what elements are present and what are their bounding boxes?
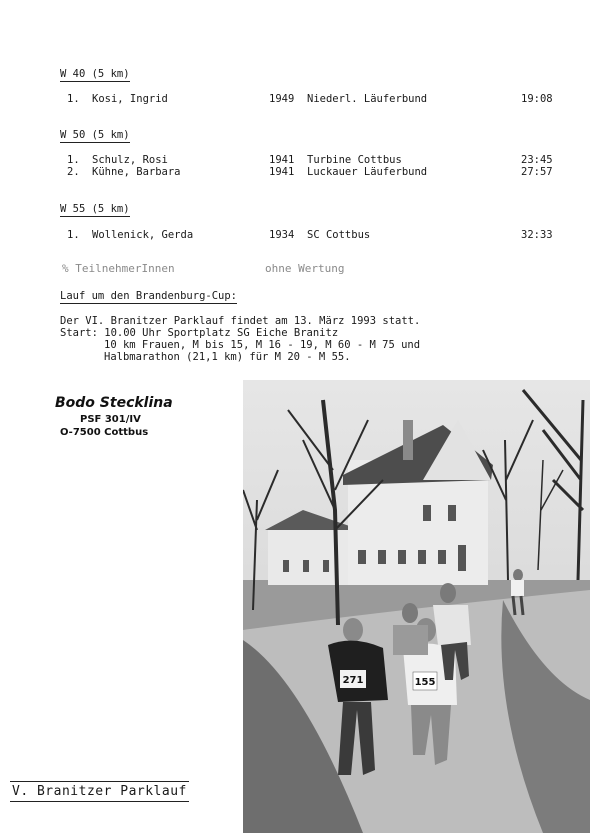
- birth-year: 1934: [269, 229, 295, 241]
- place: 2.: [67, 166, 80, 178]
- club: Turbine Cottbus: [307, 154, 402, 166]
- stamp-city: O-7500 Cottbus: [60, 427, 149, 438]
- athlete-name: Schulz, Rosi: [92, 154, 168, 166]
- no-ranking-note: ohne Wertung: [265, 262, 345, 275]
- group-heading-w40: W 40 (5 km): [60, 68, 130, 80]
- club: SC Cottbus: [307, 229, 371, 241]
- group-heading-w55: W 55 (5 km): [60, 203, 130, 215]
- race-photo: [243, 380, 590, 833]
- place: 1.: [67, 93, 80, 105]
- stamp-name: Bodo Stecklina: [55, 395, 173, 411]
- birth-year: 1949: [269, 93, 295, 105]
- club: Luckauer Läuferbund: [307, 166, 428, 178]
- athlete-name: Wollenick, Gerda: [92, 229, 194, 241]
- start-line: Start: 10.00 Uhr Sportplatz SG Eiche Branitz: [60, 327, 339, 339]
- categories-line: 10 km Frauen, M bis 15, M 16 - 19, M 60 - M 75 und: [104, 339, 421, 351]
- cup-heading: Lauf um den Brandenburg-Cup:: [60, 290, 238, 302]
- photo-caption: V. Branitzer Parklauf: [10, 781, 189, 802]
- halfmarathon-line: Halbmarathon (21,1 km) für M 20 - M 55.: [104, 351, 351, 363]
- stamp-box: PSF 301/IV: [80, 414, 141, 425]
- place: 1.: [67, 154, 80, 166]
- participants-note: % TeilnehmerInnen: [62, 262, 175, 275]
- place: 1.: [67, 229, 80, 241]
- finish-time: 23:45: [521, 154, 553, 166]
- finish-time: 32:33: [521, 229, 553, 241]
- race-photo-drawing: [243, 380, 590, 833]
- club: Niederl. Läuferbund: [307, 93, 428, 105]
- finish-time: 19:08: [521, 93, 553, 105]
- birth-year: 1941: [269, 154, 295, 166]
- group-heading-w50: W 50 (5 km): [60, 129, 130, 141]
- bib-number: 155: [414, 677, 436, 688]
- finish-time: 27:57: [521, 166, 553, 178]
- birth-year: 1941: [269, 166, 295, 178]
- bib-number: 271: [342, 675, 364, 686]
- athlete-name: Kosi, Ingrid: [92, 93, 168, 105]
- announcement-line: Der VI. Branitzer Parklauf findet am 13. März 1993 statt.: [60, 315, 421, 327]
- athlete-name: Kühne, Barbara: [92, 166, 181, 178]
